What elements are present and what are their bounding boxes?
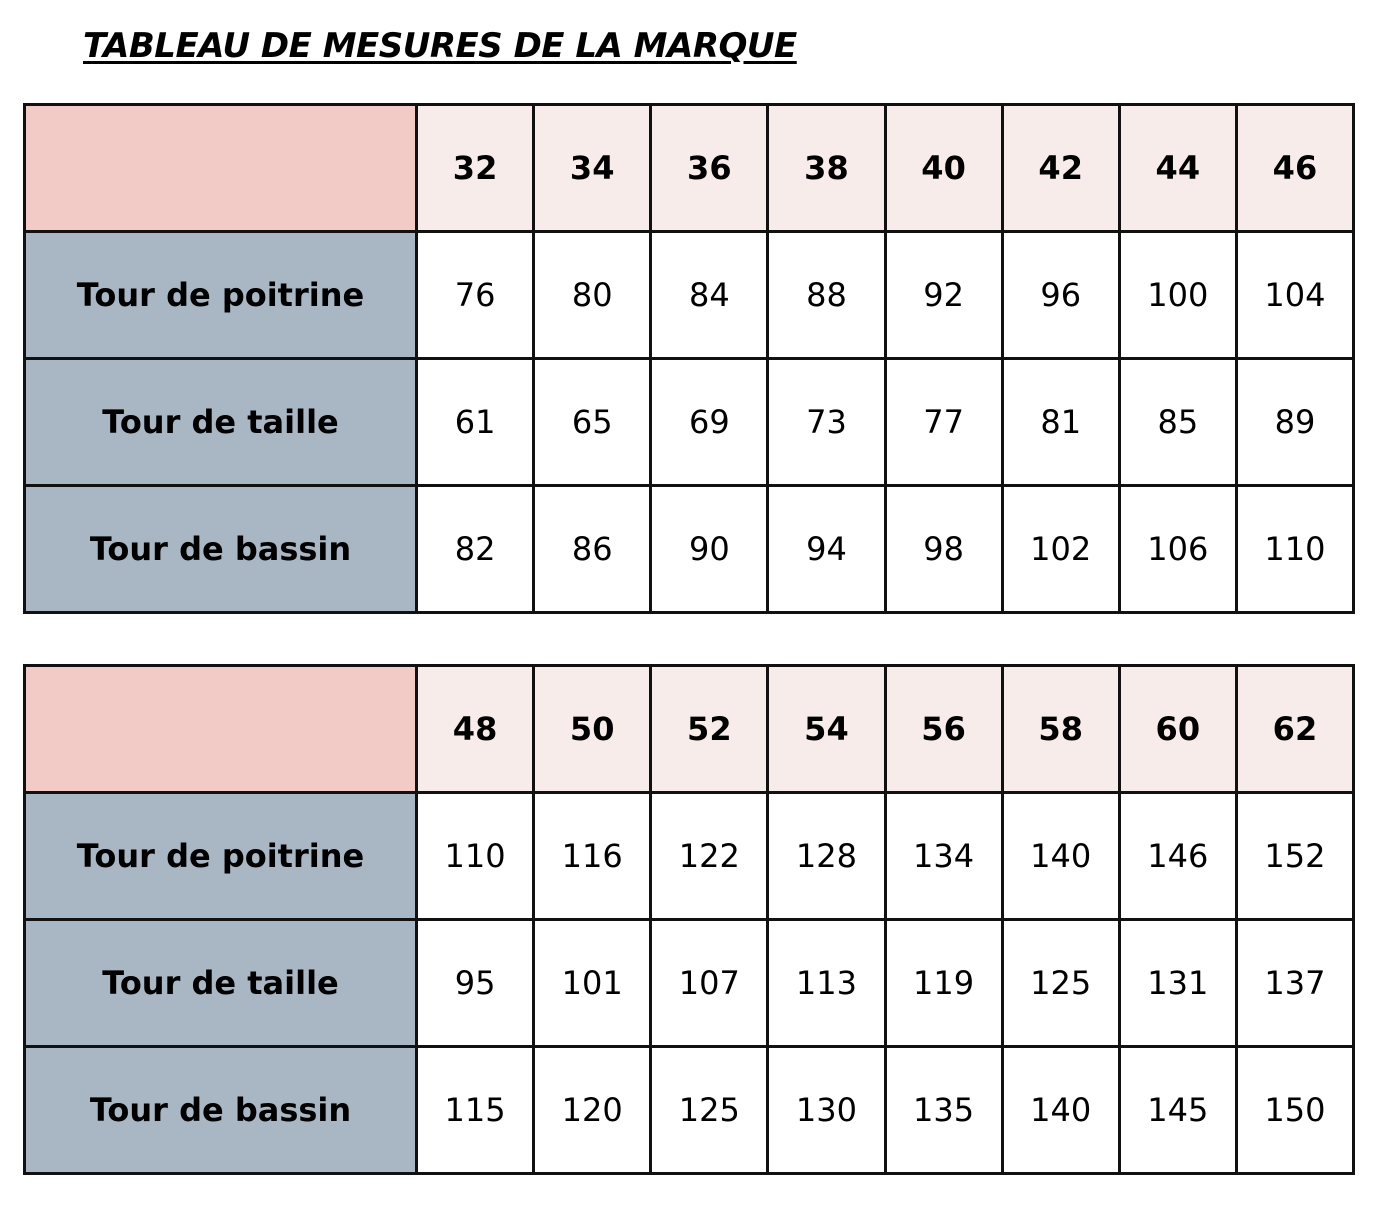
measurement-value: 76: [417, 232, 534, 359]
measurement-value: 110: [1236, 486, 1353, 613]
measurement-value: 96: [1002, 232, 1119, 359]
table-row: [25, 1047, 1354, 1174]
measurement-value: 125: [651, 1047, 768, 1174]
table-row: [25, 232, 1354, 359]
measurement-value: 145: [1119, 1047, 1236, 1174]
size-header-cell: 50: [534, 666, 651, 793]
size-table-1: [23, 103, 1355, 614]
size-header-cell: 58: [1002, 666, 1119, 793]
measurement-value: 98: [885, 486, 1002, 613]
size-header-row: [25, 666, 1354, 793]
size-header-row: [25, 105, 1354, 232]
measurement-value: 119: [885, 920, 1002, 1047]
size-header-cell: 60: [1119, 666, 1236, 793]
size-header-cell: 46: [1236, 105, 1353, 232]
measurement-value: 116: [534, 793, 651, 920]
size-header-cell: 44: [1119, 105, 1236, 232]
measurement-value: 140: [1002, 1047, 1119, 1174]
measurement-value: 65: [534, 359, 651, 486]
measurement-label: Tour de taille: [25, 359, 417, 486]
measurement-value: 61: [417, 359, 534, 486]
size-header-cell: 32: [417, 105, 534, 232]
measurement-value: 152: [1236, 793, 1353, 920]
measurement-value: 135: [885, 1047, 1002, 1174]
size-header-cell: 56: [885, 666, 1002, 793]
measurement-value: 81: [1002, 359, 1119, 486]
measurement-value: 120: [534, 1047, 651, 1174]
table-row: [25, 359, 1354, 486]
measurement-value: 146: [1119, 793, 1236, 920]
table-row: [25, 920, 1354, 1047]
measurement-value: 134: [885, 793, 1002, 920]
measurement-value: 86: [534, 486, 651, 613]
measurement-value: 88: [768, 232, 885, 359]
measurement-value: 107: [651, 920, 768, 1047]
measurement-value: 69: [651, 359, 768, 486]
measurement-value: 84: [651, 232, 768, 359]
size-header-cell: 54: [768, 666, 885, 793]
size-header-cell: 34: [534, 105, 651, 232]
size-header-cell: 38: [768, 105, 885, 232]
measurement-value: 130: [768, 1047, 885, 1174]
measurement-value: 80: [534, 232, 651, 359]
measurement-value: 128: [768, 793, 885, 920]
size-table-2: [23, 664, 1355, 1175]
measurement-value: 104: [1236, 232, 1353, 359]
corner-cell: [25, 105, 417, 232]
measurement-value: 115: [417, 1047, 534, 1174]
measurement-value: 102: [1002, 486, 1119, 613]
size-header-cell: 52: [651, 666, 768, 793]
measurement-value: 113: [768, 920, 885, 1047]
measurement-value: 122: [651, 793, 768, 920]
table-row: [25, 793, 1354, 920]
measurement-value: 110: [417, 793, 534, 920]
measurement-value: 106: [1119, 486, 1236, 613]
measurement-value: 100: [1119, 232, 1236, 359]
size-header-cell: 62: [1236, 666, 1353, 793]
measurement-value: 125: [1002, 920, 1119, 1047]
table-row: [25, 486, 1354, 613]
size-header-cell: 48: [417, 666, 534, 793]
measurement-label: Tour de poitrine: [25, 793, 417, 920]
size-header-cell: 42: [1002, 105, 1119, 232]
measurement-value: 92: [885, 232, 1002, 359]
measurement-value: 131: [1119, 920, 1236, 1047]
size-header-cell: 36: [651, 105, 768, 232]
size-header-cell: 40: [885, 105, 1002, 232]
measurement-value: 90: [651, 486, 768, 613]
measurement-value: 73: [768, 359, 885, 486]
measurement-value: 85: [1119, 359, 1236, 486]
measurement-value: 101: [534, 920, 651, 1047]
corner-cell: [25, 666, 417, 793]
page-title: TABLEAU DE MESURES DE LA MARQUE: [83, 26, 797, 66]
measurement-value: 94: [768, 486, 885, 613]
measurement-value: 140: [1002, 793, 1119, 920]
measurement-label: Tour de bassin: [25, 486, 417, 613]
measurement-value: 150: [1236, 1047, 1353, 1174]
measurement-value: 137: [1236, 920, 1353, 1047]
measurement-value: 77: [885, 359, 1002, 486]
measurement-label: Tour de bassin: [25, 1047, 417, 1174]
measurement-value: 95: [417, 920, 534, 1047]
measurement-value: 89: [1236, 359, 1353, 486]
measurement-label: Tour de taille: [25, 920, 417, 1047]
measurement-label: Tour de poitrine: [25, 232, 417, 359]
measurement-value: 82: [417, 486, 534, 613]
